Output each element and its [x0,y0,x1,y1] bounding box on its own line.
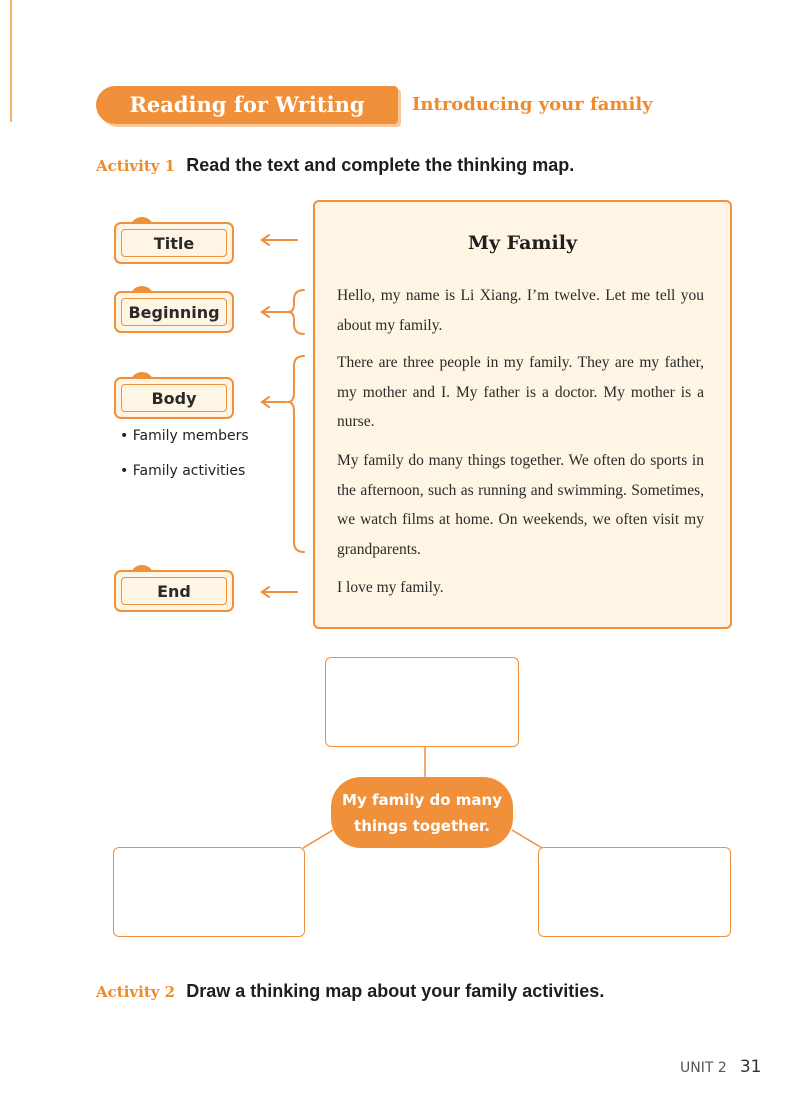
activity-2-heading [96,981,604,1002]
thinking-map-right-box[interactable] [538,847,731,937]
bullet-dot-icon: • [120,428,129,444]
tab-beginning [114,291,234,333]
thinking-map-top-box[interactable] [325,657,519,747]
tab-body [114,377,234,419]
activity-1-label: Activity 1 [96,157,176,175]
body-bullet-item [120,463,245,479]
activity-1-instruction: Read the text and complete the thinking map. [186,155,575,175]
page-number: 31 [739,1057,762,1077]
body-brace-icon [262,356,304,552]
tab-title-label: Title [121,229,227,257]
tab-beginning-label: Beginning [121,298,227,326]
activity-2-label: Activity 2 [96,983,176,1001]
beginning-brace-icon [262,290,304,334]
center-node-line-2: things together. [354,816,490,835]
tab-end [114,570,234,612]
bullet-dot-icon: • [120,463,129,479]
body-bullet-family-activities: Family activities [132,463,246,479]
page-footer [680,1057,762,1077]
activity-2-instruction: Draw a thinking map about your family activities. [186,981,605,1001]
footer-unit-label: UNIT 2 [680,1060,727,1076]
center-node-line-1: My family do many [342,790,502,809]
thinking-map-left-box[interactable] [113,847,305,937]
tab-body-label: Body [121,384,227,412]
story-paragraph-members: There are three people in my family. They are my father, my mother and I. My father is a doctor. My mother is a nurse. [337,354,704,430]
title-arrow-icon [262,235,297,245]
thinking-map-center-node [331,777,513,848]
page-edge-line [10,0,12,122]
story-title: My Family [467,232,578,254]
story-paragraph-beginning: Hello, my name is Li Xiang. I’m twelve. Let me tell you about my family. [337,287,704,334]
body-bullet-item [120,428,249,444]
section-subtitle: Introducing your family [412,94,653,115]
story-paragraph-end: I love my family. [337,579,444,596]
body-bullet-family-members: Family members [132,428,249,444]
activity-1-heading [96,155,574,176]
structure-connectors [250,210,320,620]
tab-title [114,222,234,264]
end-arrow-icon [262,587,297,597]
story-paragraph-activities: My family do many things together. We often do sports in the afternoon, such as running and swimming. Sometimes, we watch films at home. On weekends, we often visit my grandparents. [337,452,704,558]
section-banner-title: Reading for Writing [129,92,365,117]
tab-end-label: End [121,577,227,605]
